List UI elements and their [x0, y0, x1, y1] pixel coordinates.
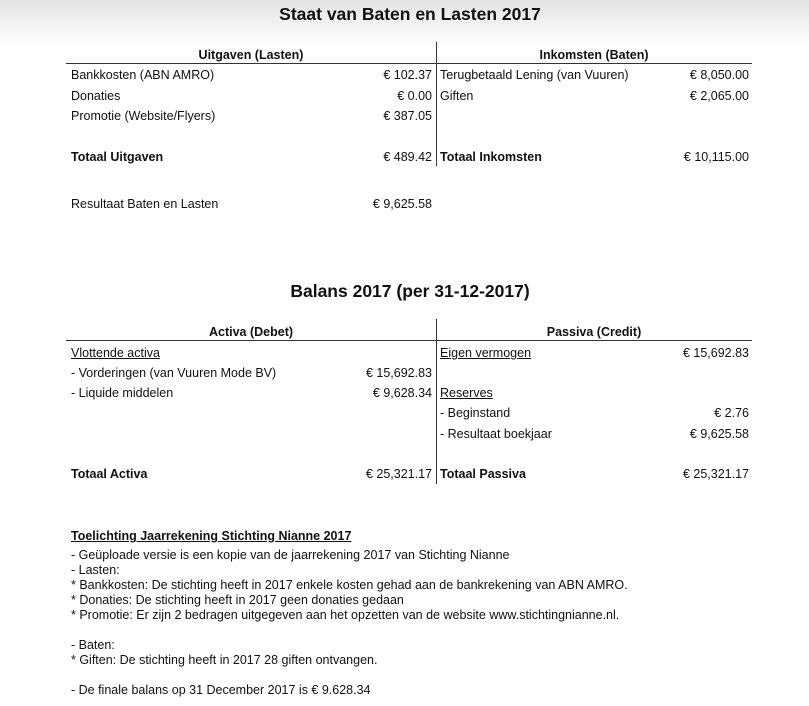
asset-amount: € 9,628.34: [372, 386, 432, 400]
note-line: * Donaties: De stichting heeft in 2017 geen donaties gedaan: [71, 593, 404, 607]
income-label: Terugbetaald Lening (van Vuuren): [440, 68, 629, 82]
asset-amount: € 15,692.83: [365, 366, 432, 380]
reserve-label: - Resultaat boekjaar: [440, 427, 552, 441]
income-header: Inkomsten (Baten): [539, 48, 649, 62]
liabilities-header: Passiva (Credit): [546, 325, 642, 339]
balance-header-rule: [66, 340, 752, 341]
total-income-amount: € 10,115.00: [683, 150, 749, 164]
result-amount: € 9,625.58: [372, 197, 432, 211]
reserve-amount: € 2.76: [714, 406, 749, 420]
total-liabilities-amount: € 25,321.17: [682, 467, 749, 481]
income-amount: € 2,065.00: [689, 89, 749, 103]
statement-column-divider: [436, 42, 437, 166]
balance-column-divider: [436, 319, 437, 484]
expense-amount: € 102.37: [383, 68, 432, 82]
asset-label: - Vorderingen (van Vuuren Mode BV): [71, 366, 277, 380]
note-line: * Giften: De stichting heeft in 2017 28 giften ontvangen.: [71, 653, 378, 667]
expense-amount: € 387.05: [383, 109, 432, 123]
asset-label: - Liquide middelen: [71, 386, 174, 400]
expense-label: Promotie (Website/Flyers): [71, 109, 216, 123]
equity-amount: € 15,692.83: [682, 346, 749, 360]
note-line: - Geüploade versie is een kopie van de jaarrekening 2017 van Stichting Nianne: [71, 548, 510, 562]
balance-title: Balans 2017 (per 31-12-2017): [290, 281, 530, 301]
income-amount: € 8,050.00: [689, 68, 749, 82]
total-income-label: Totaal Inkomsten: [440, 150, 542, 164]
expense-amount: € 0.00: [397, 89, 432, 103]
note-line: - Lasten:: [71, 563, 120, 577]
statement-header-rule: [66, 63, 752, 64]
expense-label: Bankkosten (ABN AMRO): [71, 68, 215, 82]
income-label: Giften: [440, 89, 474, 103]
statement-title: Staat van Baten en Lasten 2017: [279, 4, 541, 24]
note-line: * Bankkosten: De stichting heeft in 2017 enkele kosten gehad aan de bankrekening van ABN AMRO.: [71, 578, 628, 592]
notes-title: Toelichting Jaarrekening Stichting Nianne 2017: [71, 529, 352, 543]
note-line: - Baten:: [71, 638, 115, 652]
note-line: * Promotie: Er zijn 2 bedragen uitgegeven aan het opzetten van de website www.stichtingnianne.nl.: [71, 608, 620, 622]
total-expenses-amount: € 489.42: [383, 150, 432, 164]
reserve-label: - Beginstand: [440, 406, 511, 420]
reserves-label: Reserves: [440, 386, 493, 400]
current-assets-label: Vlottende activa: [71, 346, 160, 360]
assets-header: Activa (Debet): [208, 325, 294, 339]
total-assets-label: Totaal Activa: [71, 467, 148, 481]
expense-label: Donaties: [71, 89, 121, 103]
total-expenses-label: Totaal Uitgaven: [71, 150, 164, 164]
equity-label: Eigen vermogen: [440, 346, 532, 360]
note-line: - De finale balans op 31 December 2017 is € 9.628.34: [71, 683, 371, 697]
expenses-header: Uitgaven (Lasten): [198, 48, 304, 62]
total-liabilities-label: Totaal Passiva: [440, 467, 526, 481]
total-assets-amount: € 25,321.17: [365, 467, 432, 481]
result-label: Resultaat Baten en Lasten: [71, 197, 219, 211]
reserve-amount: € 9,625.58: [689, 427, 749, 441]
